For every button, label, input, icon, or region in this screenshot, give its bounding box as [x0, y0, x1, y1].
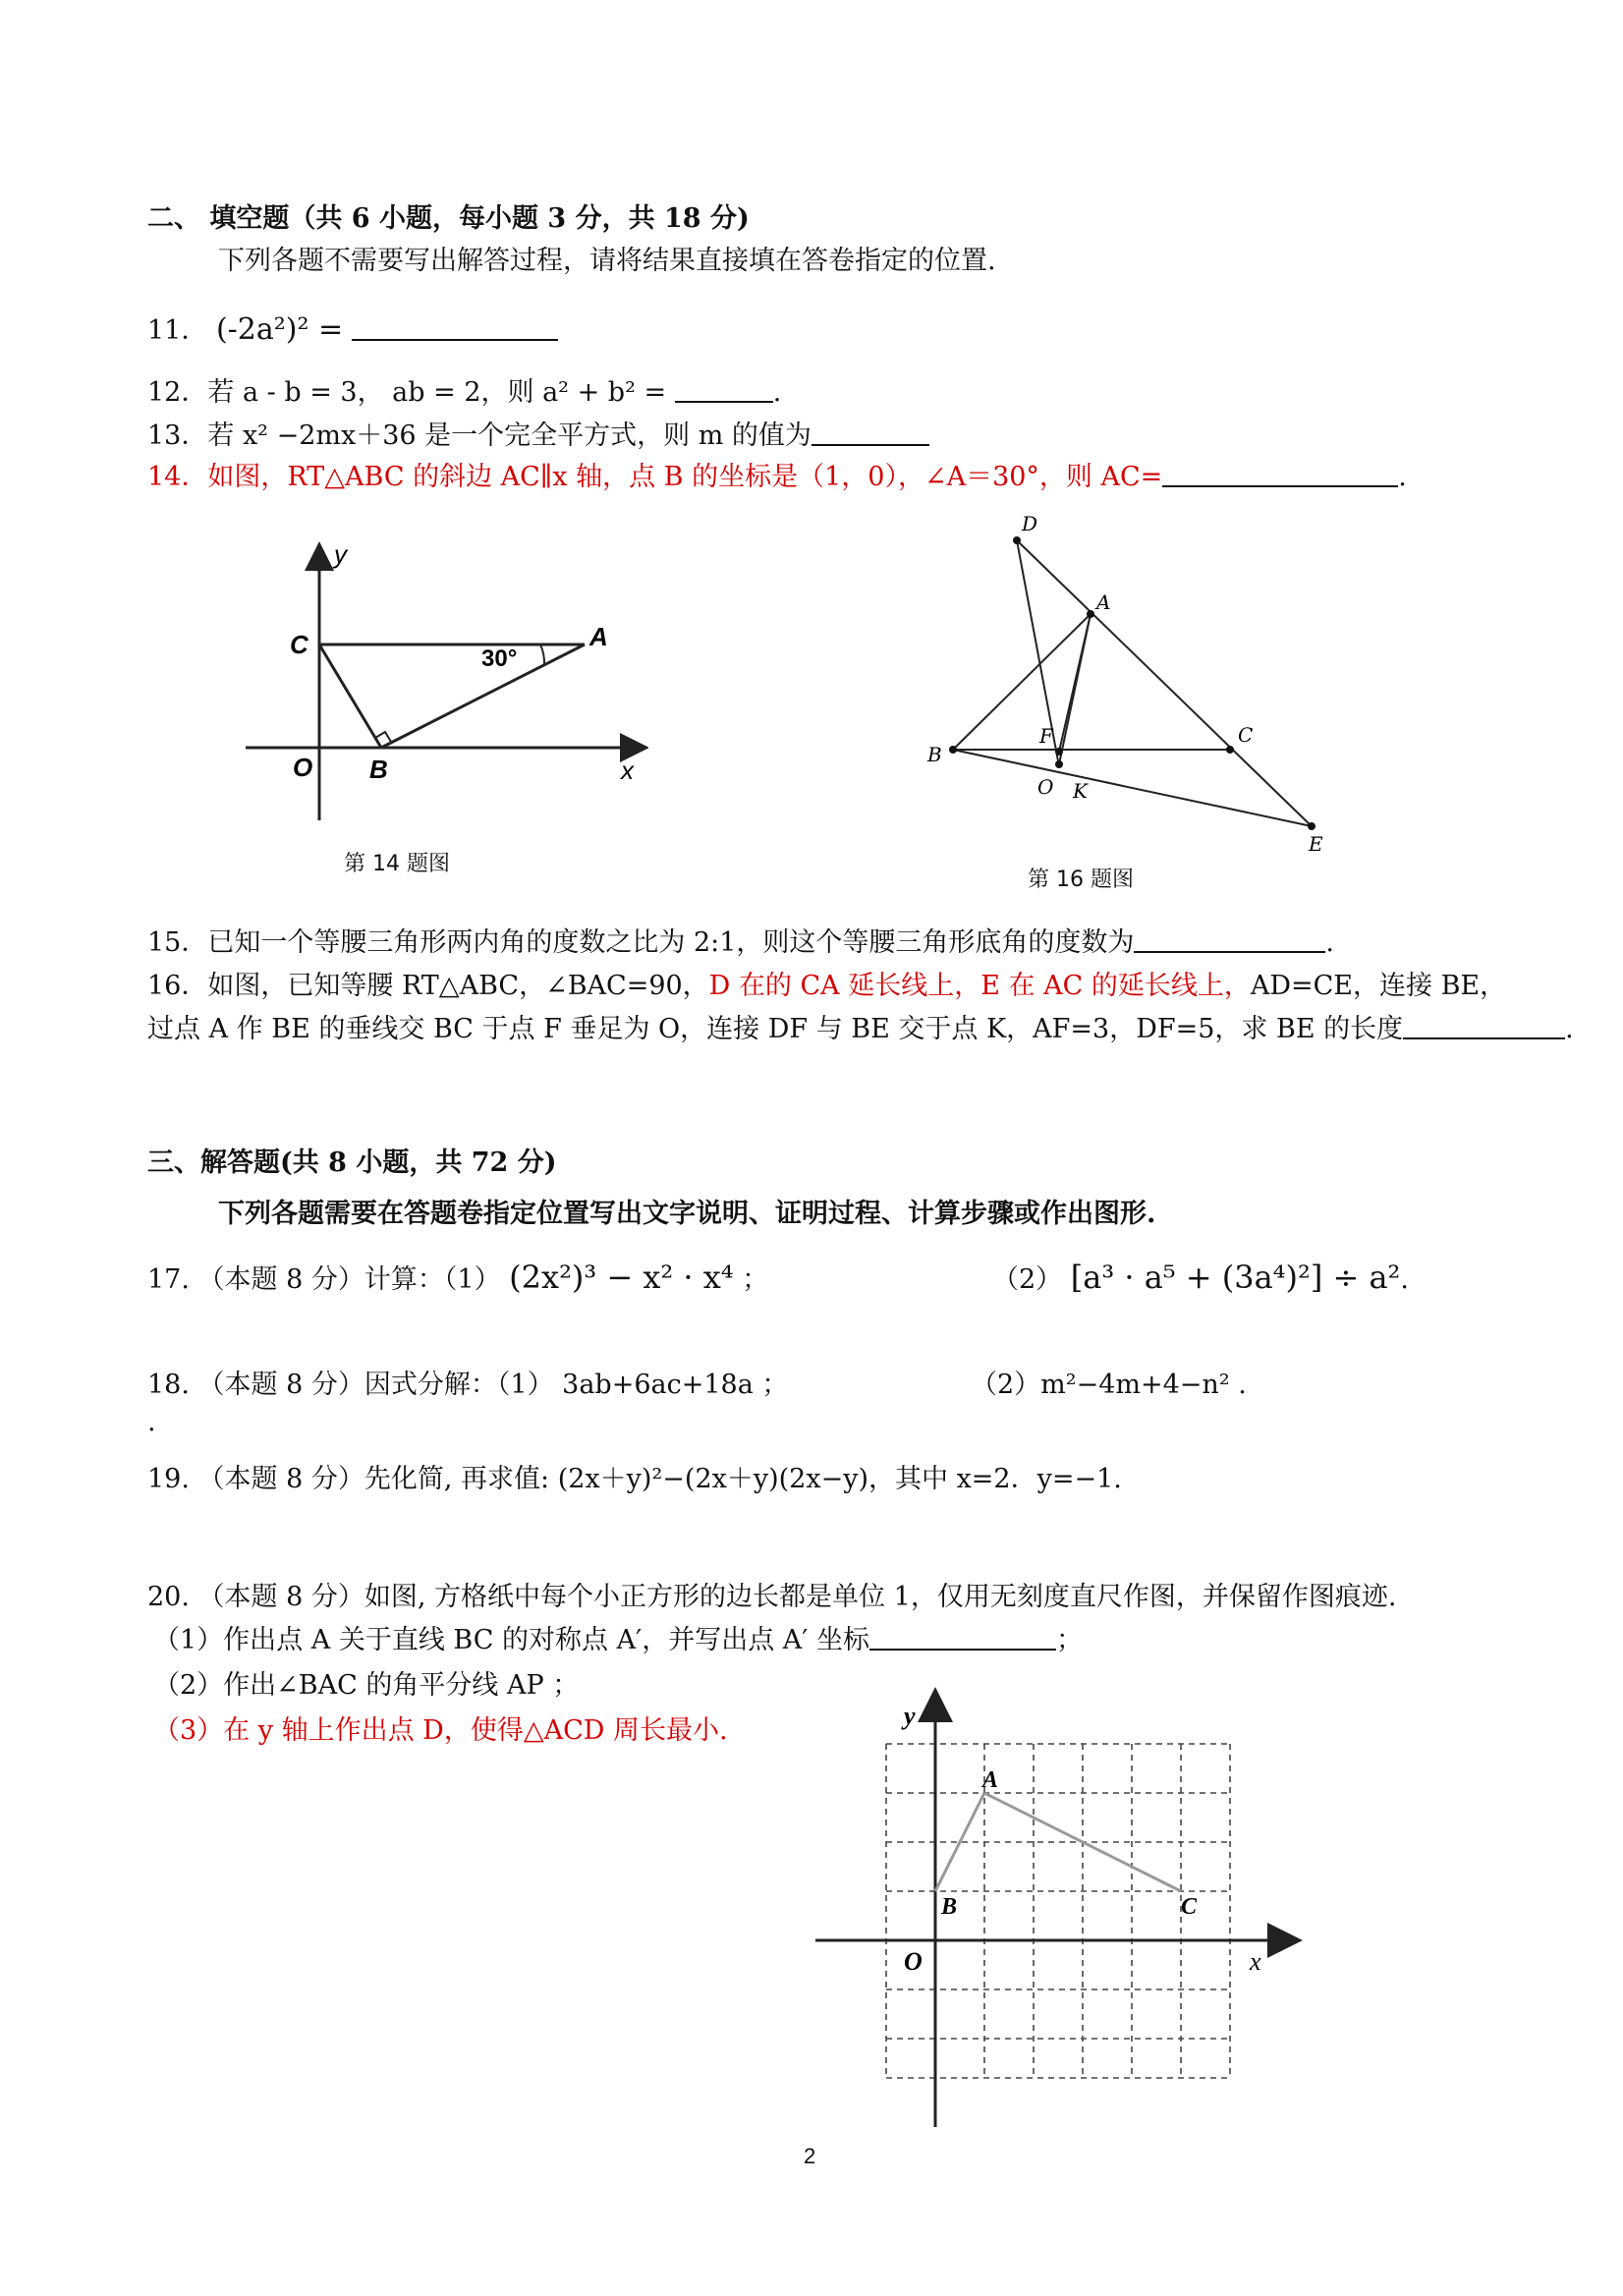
fig20-label-c: C	[1181, 1894, 1198, 1920]
segment-ba	[953, 614, 1091, 750]
fig16-label-d: D	[1022, 512, 1038, 535]
q17-expr2: [a³ · a⁵ + (3a⁴)²] ÷ a²	[1070, 1259, 1401, 1296]
section3-heading: 三、解答题(共 8 小题，共 72 分)	[147, 1148, 557, 1178]
q20-answer-blank	[869, 1623, 1056, 1651]
fig14-label-o: O	[293, 753, 313, 782]
fig20-label-o: O	[904, 1947, 923, 1976]
stray-dot: .	[147, 1407, 156, 1437]
q14-answer-blank	[1162, 460, 1398, 487]
q16-text-a: 如图，已知等腰 RT△ABC，∠BAC=90，	[207, 971, 709, 1001]
q14-number: 14．	[147, 462, 208, 492]
page-number: 2	[804, 2144, 816, 2168]
q18-text: （本题 8 分）因式分解：（1） 3ab+6ac+18a ；	[197, 1370, 789, 1400]
q16-number: 16．	[147, 971, 208, 1001]
q19-text: （本题 8 分）先化简, 再求值: (2x＋y)²−(2x＋y)(2x−y)，其中 x=2．y=−1.	[197, 1464, 1122, 1494]
fig16-label-k: K	[1073, 779, 1088, 803]
fig20-label-x: x	[1250, 1947, 1261, 1976]
grid	[886, 1744, 1230, 2078]
fig14-label-a: A	[589, 622, 608, 651]
q17-part2: （2）	[992, 1264, 1063, 1295]
fig14-angle-label: 30°	[481, 645, 518, 672]
q11-expr: (-2a²)² =	[215, 312, 344, 347]
segment-de	[1017, 540, 1312, 826]
q12-answer-blank	[675, 375, 773, 403]
q15-answer-blank	[1134, 925, 1325, 953]
figure-14	[236, 535, 648, 830]
q13-number: 13．	[147, 420, 208, 451]
question-12: 12．若 a - b = 3， ab = 2，则 a² + b² = .	[147, 377, 782, 408]
section3-instruction: 下列各题需要在答题卷指定位置写出文字说明、证明过程、计算步骤或作出图形.	[218, 1199, 1156, 1229]
q18-number: 18.	[147, 1370, 190, 1400]
q20-sub1-text: （1）作出点 A 关于直线 BC 的对称点 A′，并写出点 A′ 坐标	[153, 1625, 870, 1655]
fig14-label-y: y	[334, 539, 347, 569]
q16-text-b: AD=CE，连接 BE，	[1250, 971, 1507, 1001]
fig14-label-c: C	[290, 630, 308, 659]
section2-instruction: 下列各题不需要写出解答过程，请将结果直接填在答卷指定的位置.	[218, 246, 996, 276]
figure-16	[914, 511, 1336, 855]
q11-number: 11．	[147, 315, 208, 346]
q12-number: 12．	[147, 377, 208, 408]
question-20	[147, 1580, 1396, 1615]
question-19	[147, 1462, 1122, 1497]
question-18	[147, 1368, 788, 1403]
question-13	[147, 419, 929, 454]
question-14: 14．如图，RT△ABC 的斜边 AC∥x 轴，点 B 的坐标是（1，0），∠A＝30°，则 AC= .	[147, 462, 1407, 492]
question-16-line2: 过点 A 作 BE 的垂线交 BC 于点 F 垂足为 O，连接 DF 与 BE 交于点 K，AF=3，DF=5，求 BE 的长度 .	[147, 1014, 1574, 1044]
fig16-label-e: E	[1309, 832, 1323, 855]
q16-answer-blank	[1403, 1012, 1565, 1039]
q17-number: 17.	[147, 1264, 190, 1295]
q16-text-red: D 在的 CA 延长线上，E 在 AC 的延长线上，	[708, 971, 1251, 1001]
q16-line2: 过点 A 作 BE 的垂线交 BC 于点 F 垂足为 O，连接 DF 与 BE 交于点 K，AF=3，DF=5，求 BE 的长度	[147, 1014, 1404, 1044]
q17-sep: ；	[742, 1264, 769, 1295]
fig16-label-o: O	[1037, 775, 1054, 799]
fig16-label-f: F	[1039, 724, 1053, 748]
q20-sub1: （1）作出点 A 关于直线 BC 的对称点 A′，并写出点 A′ 坐标 ；	[153, 1625, 1084, 1655]
q13-answer-blank	[812, 419, 929, 446]
q20-sub3: （3）在 y 轴上作出点 D，使得△ACD 周长最小.	[153, 1715, 728, 1746]
question-17-part2: （2） [a³ · a⁵ + (3a⁴)²] ÷ a².	[992, 1259, 1409, 1296]
q15-text: 已知一个等腰三角形两内角的度数之比为 2:1，则这个等腰三角形底角的度数为	[207, 927, 1135, 958]
fig14-label-b: B	[369, 755, 388, 784]
q14-text: 如图，RT△ABC 的斜边 AC∥x 轴，点 B 的坐标是（1，0），∠A＝30°，则 AC=	[207, 462, 1163, 492]
fig16-caption: 第 16 题图	[1028, 868, 1134, 892]
q20-sub2: （2）作出∠BAC 的角平分线 AP ；	[153, 1670, 580, 1701]
figure-20	[806, 1685, 1316, 2137]
q13-text: 若 x² −2mx＋36 是一个完全平方式，则 m 的值为	[207, 420, 812, 451]
q19-number: 19.	[147, 1464, 190, 1494]
q17-text: （本题 8 分）计算：（1）	[197, 1264, 501, 1295]
q17-expr1: (2x²)³ − x² · x⁴	[509, 1259, 734, 1296]
q20-text: （本题 8 分）如图, 方格纸中每个小正方形的边长都是单位 1，仅用无刻度直尺作图，并保留作图痕迹.	[197, 1582, 1397, 1612]
fig14-label-x: x	[621, 756, 634, 785]
q11-answer-blank	[352, 313, 558, 341]
angle-arc	[540, 644, 544, 665]
q15-number: 15．	[147, 927, 208, 958]
question-11	[147, 312, 558, 349]
fig16-label-c: C	[1238, 723, 1254, 747]
fig20-label-y: y	[904, 1702, 916, 1730]
fig20-label-a: A	[982, 1767, 999, 1793]
question-15: 15．已知一个等腰三角形两内角的度数之比为 2:1，则这个等腰三角形底角的度数为 .	[147, 927, 1334, 958]
q20-number: 20.	[147, 1582, 190, 1612]
question-18-part2: （2）m²−4m+4−n² .	[971, 1370, 1247, 1400]
fig16-label-a: A	[1096, 590, 1111, 614]
segment-ao	[1059, 614, 1091, 764]
question-16-line1	[147, 969, 1506, 1004]
section2-heading: 二、 填空题（共 6 小题，每小题 3 分，共 18 分)	[147, 203, 750, 234]
fig16-label-b: B	[927, 743, 942, 766]
fig20-label-b: B	[941, 1894, 958, 1920]
fig14-caption: 第 14 题图	[344, 852, 450, 876]
segment-cb	[319, 644, 381, 748]
question-17	[147, 1260, 768, 1298]
q12-text: 若 a - b = 3， ab = 2，则 a² + b² =	[207, 377, 675, 408]
segment-be	[953, 750, 1312, 826]
